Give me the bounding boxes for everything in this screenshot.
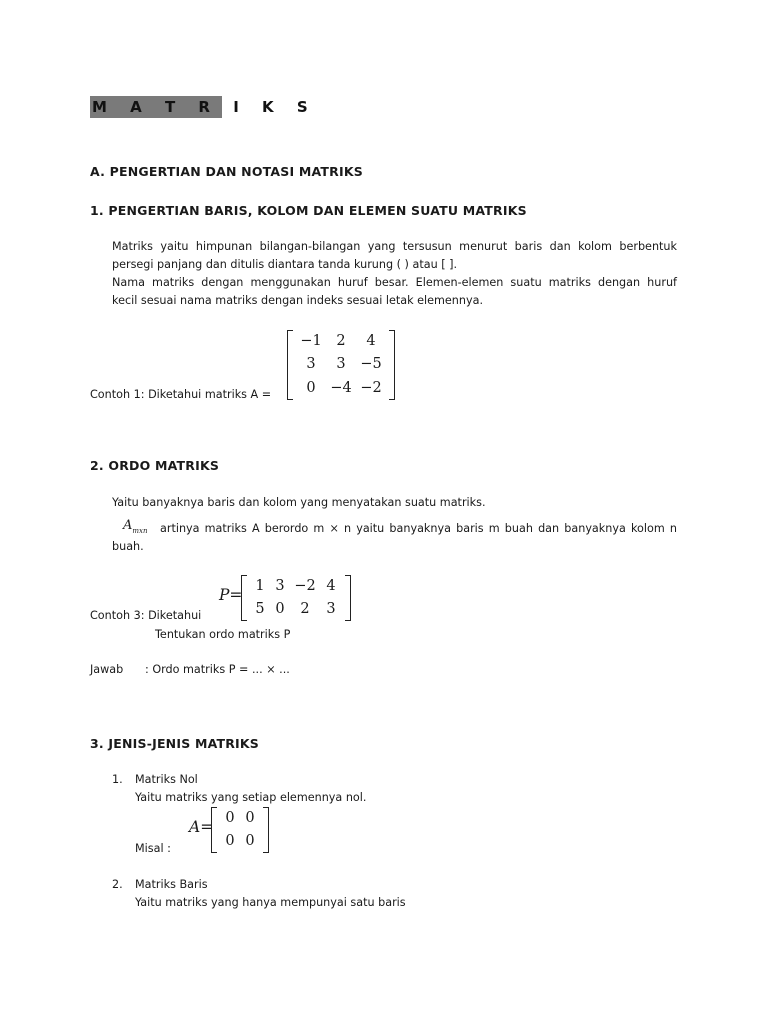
matrix-cell: −5 xyxy=(360,356,382,373)
notation-a-mxn xyxy=(123,514,147,533)
matrix-cell: −4 xyxy=(330,379,352,396)
section-a-heading: A. PENGERTIAN DAN NOTASI MATRIKS xyxy=(90,164,363,179)
naming-line-2: kecil sesuai nama matriks dengan indeks sesuai letak elemennya. xyxy=(112,294,484,307)
notation-sub: mxn xyxy=(132,527,148,535)
matrix-cell: 0 xyxy=(225,810,235,826)
notation-main: A xyxy=(123,518,133,533)
naming-line-1: Nama matriks dengan menggunakan huruf besar. Elemen-elemen suatu matriks dengan huruf xyxy=(112,276,677,289)
ordo-definition: Yaitu banyaknya baris dan kolom yang menyatakan suatu matriks. xyxy=(112,496,486,509)
matrix-cell: 4 xyxy=(366,333,376,349)
matrix-cell: 3 xyxy=(275,578,285,594)
matrix-cell: 3 xyxy=(336,356,346,373)
zero-matrix xyxy=(211,807,269,853)
item-2-title: Matriks Baris xyxy=(135,878,208,891)
matrix-cell: 3 xyxy=(326,601,336,617)
ordo-explanation-line: artinya matriks A berordo m × n yaitu banyaknya baris m buah dan banyaknya kolom n xyxy=(160,522,677,535)
right-bracket xyxy=(263,807,269,853)
subsection-1-heading: 1. PENGERTIAN BARIS, KOLOM DAN ELEMEN SUATU MATRIKS xyxy=(90,203,527,218)
subsection-3-heading: 3. JENIS-JENIS MATRIKS xyxy=(90,736,259,751)
matrix-cell: 1 xyxy=(255,578,265,594)
item-2-description: Yaitu matriks yang hanya mempunyai satu baris xyxy=(135,896,406,909)
example-3-label: Contoh 3: Diketahui xyxy=(90,609,202,622)
item-1-number: 1. xyxy=(112,773,123,786)
item-2-number: 2. xyxy=(112,878,123,891)
matrix-cell: −2 xyxy=(360,379,382,396)
matrix-cell: 0 xyxy=(245,833,255,849)
matrix-p xyxy=(241,575,351,621)
matrix-cell: −1 xyxy=(300,333,322,349)
answer-label: Jawab xyxy=(90,663,124,676)
matrix-cell: 4 xyxy=(326,578,336,594)
matrix-cell: 3 xyxy=(306,356,316,373)
example-1-label: Contoh 1: Diketahui matriks A = xyxy=(90,388,272,401)
zero-matrix-name: A= xyxy=(189,818,214,836)
subsection-2-heading: 2. ORDO MATRIKS xyxy=(90,458,220,473)
item-1-example-label: Misal : xyxy=(135,842,171,855)
example-3-task: Tentukan ordo matriks P xyxy=(155,628,291,641)
right-bracket xyxy=(389,330,395,400)
matrix-cell: 0 xyxy=(275,601,285,617)
definition-line-1: Matriks yaitu himpunan bilangan-bilangan yang tersusun menurut baris dan kolom berbentuk xyxy=(112,240,677,253)
answer-text: : Ordo matriks P = ... × ... xyxy=(145,663,290,676)
matrix-a-example-1 xyxy=(287,330,395,400)
item-1-description: Yaitu matriks yang setiap elemennya nol. xyxy=(135,791,367,804)
matrix-cell: 2 xyxy=(336,333,346,349)
document-title: M A T R I K S xyxy=(92,98,317,116)
matrix-cell: −2 xyxy=(294,578,316,594)
definition-line-2: persegi panjang dan ditulis diantara tanda kurung ( ) atau [ ]. xyxy=(112,258,458,271)
matrix-cell: 0 xyxy=(225,833,235,849)
matrix-p-name: P= xyxy=(219,586,243,604)
right-bracket xyxy=(345,575,351,621)
matrix-cell: 0 xyxy=(306,379,316,396)
matrix-cell: 2 xyxy=(300,601,310,617)
matrix-cell: 5 xyxy=(255,601,265,617)
matrix-cell: 0 xyxy=(245,810,255,826)
item-1-title: Matriks Nol xyxy=(135,773,198,786)
ordo-explanation-end: buah. xyxy=(112,540,144,553)
